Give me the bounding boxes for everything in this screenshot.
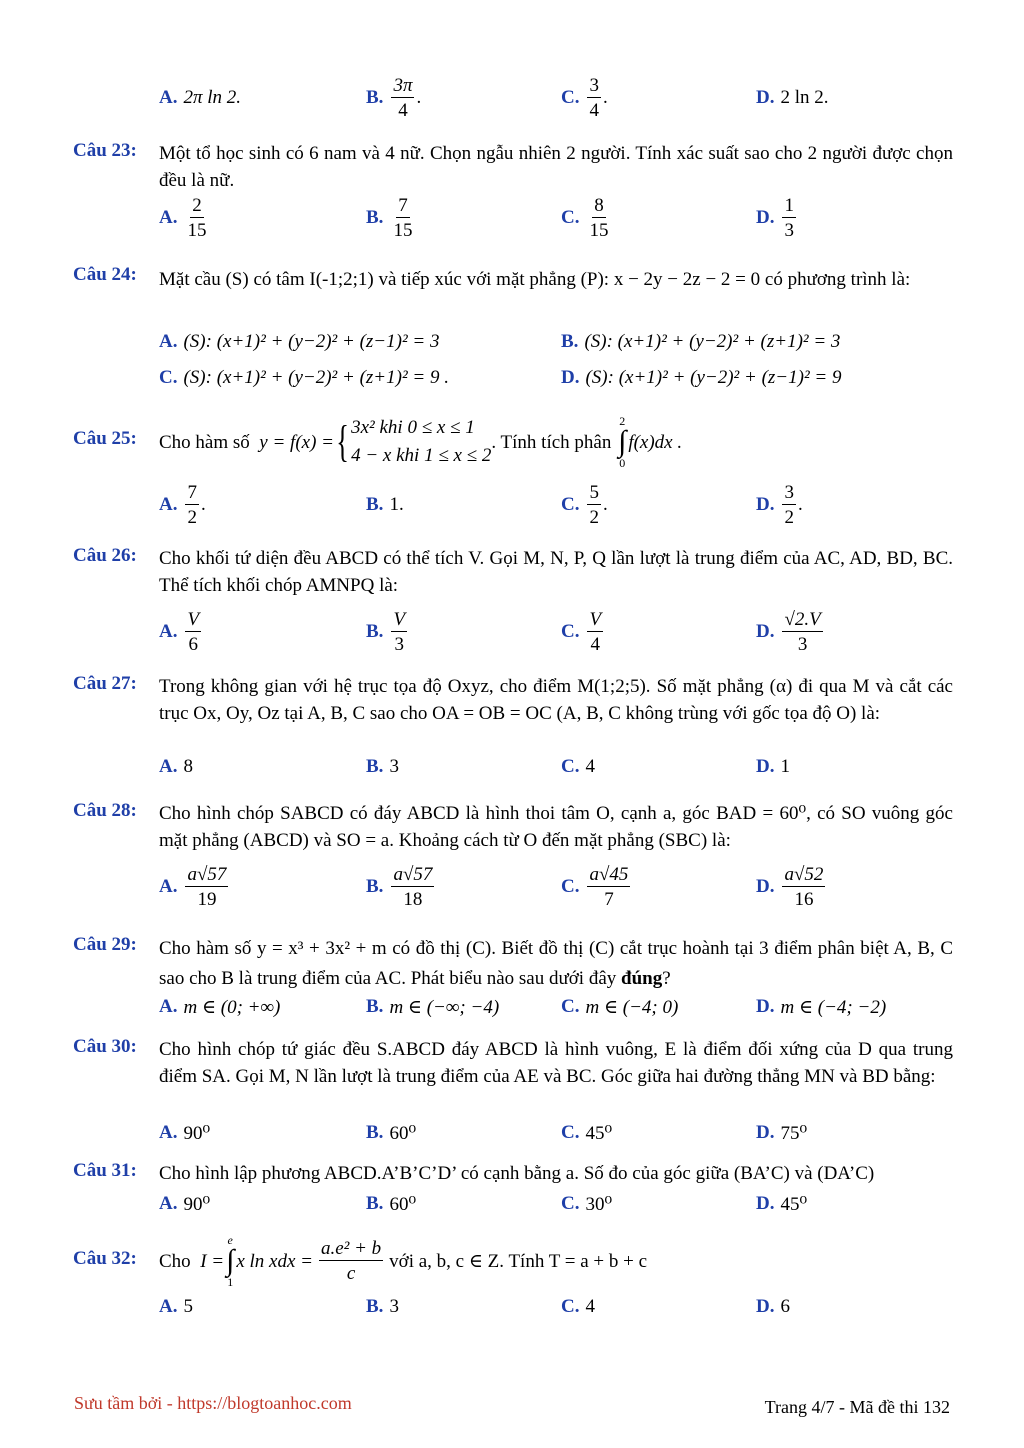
option-b[interactable]: B. 3 [366, 1296, 399, 1317]
option-a[interactable]: A. (S): (x+1)² + (y−2)² + (z−1)² = 3 [159, 331, 440, 352]
question-24-options-row2 [159, 360, 953, 396]
question-text: Cho hàm số y = f(x) = { 3x² khi 0 ≤ x ≤ 1 4 − x khi 1 ≤ x ≤ 2 . Tính tích phân 2 ∫ 0 f(x)dx . [159, 414, 683, 470]
option-a[interactable]: A. $\frac{a√57}{19}$ [159, 864, 227, 910]
question-label: Câu 26: [73, 545, 137, 566]
option-d[interactable]: D. $\frac{√2.V}{3}$ [756, 609, 821, 655]
option-b[interactable]: B. 1. [366, 494, 404, 515]
option-a[interactable]: A. 8 [159, 756, 193, 777]
option-c[interactable]: C. $\frac{5}{2}$ . [561, 482, 608, 528]
option-d[interactable]: D. 45⁰ [756, 1193, 808, 1215]
question-text: Một tổ học sinh có 6 nam và 4 nữ. Chọn ngẫu nhiên 2 người. Tính xác suất sao cho 2 người được chọn đều là nữ. [159, 143, 953, 191]
question-text: Mặt cầu (S) có tâm I(-1;2;1) và tiếp xúc với mặt phẳng (P): x − 2y − 2z − 2 = 0 có phương trình là: [159, 269, 911, 290]
option-b[interactable]: B. (S): (x+1)² + (y−2)² + (z+1)² = 3 [561, 331, 841, 352]
option-b[interactable]: B. $\frac{a√57}{18}$ [366, 864, 433, 910]
question-23-options [159, 195, 953, 241]
question-label: Câu 24: [73, 264, 137, 285]
question-25-options [159, 482, 953, 528]
option-d[interactable]: D. $\frac{3}{2}$ . [756, 482, 803, 528]
option-b[interactable]: B. $\frac{3\pi}{4}$ . [366, 75, 422, 121]
footer-page-number: Trang 4/7 - Mã đề thi 132 [764, 1397, 950, 1417]
option-c[interactable]: C. $\frac{8}{15}$ [561, 195, 609, 241]
question-label: Câu 27: [73, 673, 137, 694]
option-a[interactable]: A. m ∈ (0; +∞) [159, 996, 281, 1018]
option-d[interactable]: D. $\frac{1}{3}$ [756, 195, 794, 241]
question-text: Cho hàm số y = x³ + 3x² + m có đồ thị (C). Biết đồ thị (C) cắt trục hoành tại 3 điểm phân biệt A, B, C sao cho B là trung điểm của AC. Phát biểu nào sau dưới đây đúng? [159, 938, 953, 989]
question-label: Câu 30: [73, 1036, 137, 1057]
option-a[interactable]: A. 90⁰ [159, 1122, 211, 1144]
option-d[interactable]: D. 1 [756, 756, 790, 777]
option-d[interactable]: D. (S): (x+1)² + (y−2)² + (z−1)² = 9 [561, 367, 842, 388]
footer-source-link[interactable]: Sưu tầm bởi - https://blogtoanhoc.com [74, 1393, 352, 1413]
question-label: Câu 23: [73, 140, 137, 161]
question-label: Câu 29: [73, 934, 137, 955]
question-22-options [159, 75, 953, 121]
option-d[interactable]: D. $\frac{a√52}{16}$ [756, 864, 824, 910]
question-text: Cho hình lập phương ABCD.A’B’C’D’ có cạnh bằng a. Số đo của góc giữa (BA’C) và (DA’C) [159, 1163, 875, 1184]
question-32 [73, 1232, 953, 1317]
question-text: Cho khối tứ diện đều ABCD có thể tích V. Gọi M, N, P, Q lần lượt là trung điểm của AC, AD, BD, BC. Thể tích khối chóp AMNPQ là: [159, 548, 953, 596]
option-b[interactable]: B. $\frac{7}{15}$ [366, 195, 413, 241]
option-c[interactable]: C. $\frac{a√45}{7}$ [561, 864, 629, 910]
question-31-options [159, 1188, 953, 1220]
question-24 [73, 264, 953, 388]
question-label: Câu 31: [73, 1160, 137, 1181]
question-29-options [159, 992, 953, 1022]
option-d[interactable]: D. m ∈ (−4; −2) [756, 996, 887, 1018]
option-b[interactable]: B. $\frac{V}{3}$ [366, 609, 406, 655]
question-28 [73, 800, 953, 910]
option-c[interactable]: C. 45⁰ [561, 1122, 613, 1144]
integral-sign: e ∫ 1 [226, 1233, 235, 1289]
option-a[interactable]: A. 5 [159, 1296, 193, 1317]
left-brace: { [336, 417, 349, 466]
option-d[interactable]: D. 6 [756, 1296, 790, 1317]
question-26-options [159, 607, 953, 657]
option-a[interactable]: A. $\frac{V}{6}$ [159, 609, 200, 655]
option-c[interactable]: C. 30⁰ [561, 1193, 613, 1215]
option-d[interactable]: D. 2 ln 2. [756, 87, 829, 108]
piecewise-cases: 3x² khi 0 ≤ x ≤ 1 4 − x khi 1 ≤ x ≤ 2 [351, 417, 492, 466]
option-d[interactable]: D. 75⁰ [756, 1122, 808, 1144]
question-24-options-row1 [159, 324, 953, 360]
question-30 [73, 1036, 953, 1144]
question-30-options [159, 1118, 953, 1148]
question-text: Trong không gian với hệ trục tọa độ Oxyz, cho điểm M(1;2;5). Số mặt phẳng (α) đi qua M và cắt các trục Ox, Oy, Oz tại A, B, C sao cho OA = OB = OC (A, B, C không trùng với gốc tọa độ O) là: [159, 676, 953, 724]
option-b[interactable]: B. 60⁰ [366, 1122, 417, 1144]
question-text: Cho I = e ∫ 1 x ln xdx = $\frac{\text{a.e² + b}}{c}$ với a, b, c ∈ Z. Tính T = a + b + c [159, 1233, 648, 1289]
option-c[interactable]: C. $\frac{3}{4}$ . [561, 75, 608, 121]
option-a[interactable]: A. 2π ln 2. [159, 87, 242, 108]
question-label: Câu 25: [73, 428, 137, 449]
question-23 [73, 140, 953, 241]
option-b[interactable]: B. 60⁰ [366, 1193, 417, 1215]
option-c[interactable]: C. 4 [561, 1296, 595, 1317]
option-a[interactable]: A. $\frac{7}{2}$ . [159, 482, 206, 528]
question-29 [73, 934, 953, 1018]
option-a[interactable]: A. $\frac{2}{15}$ [159, 195, 207, 241]
option-c[interactable]: C. $\frac{V}{4}$ [561, 609, 602, 655]
option-b[interactable]: B. m ∈ (−∞; −4) [366, 996, 500, 1018]
question-31 [73, 1160, 953, 1215]
option-c[interactable]: C. m ∈ (−4; 0) [561, 996, 679, 1018]
question-text: Cho hình chóp SABCD có đáy ABCD là hình thoi tâm O, cạnh a, góc BAD = 60⁰, có SO vuông góc mặt phẳng (ABCD) và SO = a. Khoảng cách từ O đến mặt phẳng (SBC) là: [159, 803, 953, 851]
option-b[interactable]: B. 3 [366, 756, 399, 777]
question-26 [73, 545, 953, 655]
option-c[interactable]: C. 4 [561, 756, 595, 777]
option-a[interactable]: A. 90⁰ [159, 1193, 211, 1215]
question-27-options [159, 753, 953, 781]
question-text: Cho hình chóp tứ giác đều S.ABCD đáy ABCD là hình vuông, E là điểm đối xứng của D qua trung điểm SA. Gọi M, N lần lượt là trung điểm của AE và BC. Góc giữa hai đường thẳng MN và BD bằng: [159, 1039, 953, 1087]
question-27 [73, 673, 953, 777]
integral-sign: 2 ∫ 0 [618, 414, 627, 470]
question-25 [73, 410, 953, 528]
question-label: Câu 32: [73, 1248, 137, 1269]
option-c[interactable]: C. (S): (x+1)² + (y−2)² + (z+1)² = 9 . [159, 367, 449, 388]
question-28-options [159, 860, 953, 914]
question-label: Câu 28: [73, 800, 137, 821]
question-32-options [159, 1292, 953, 1322]
